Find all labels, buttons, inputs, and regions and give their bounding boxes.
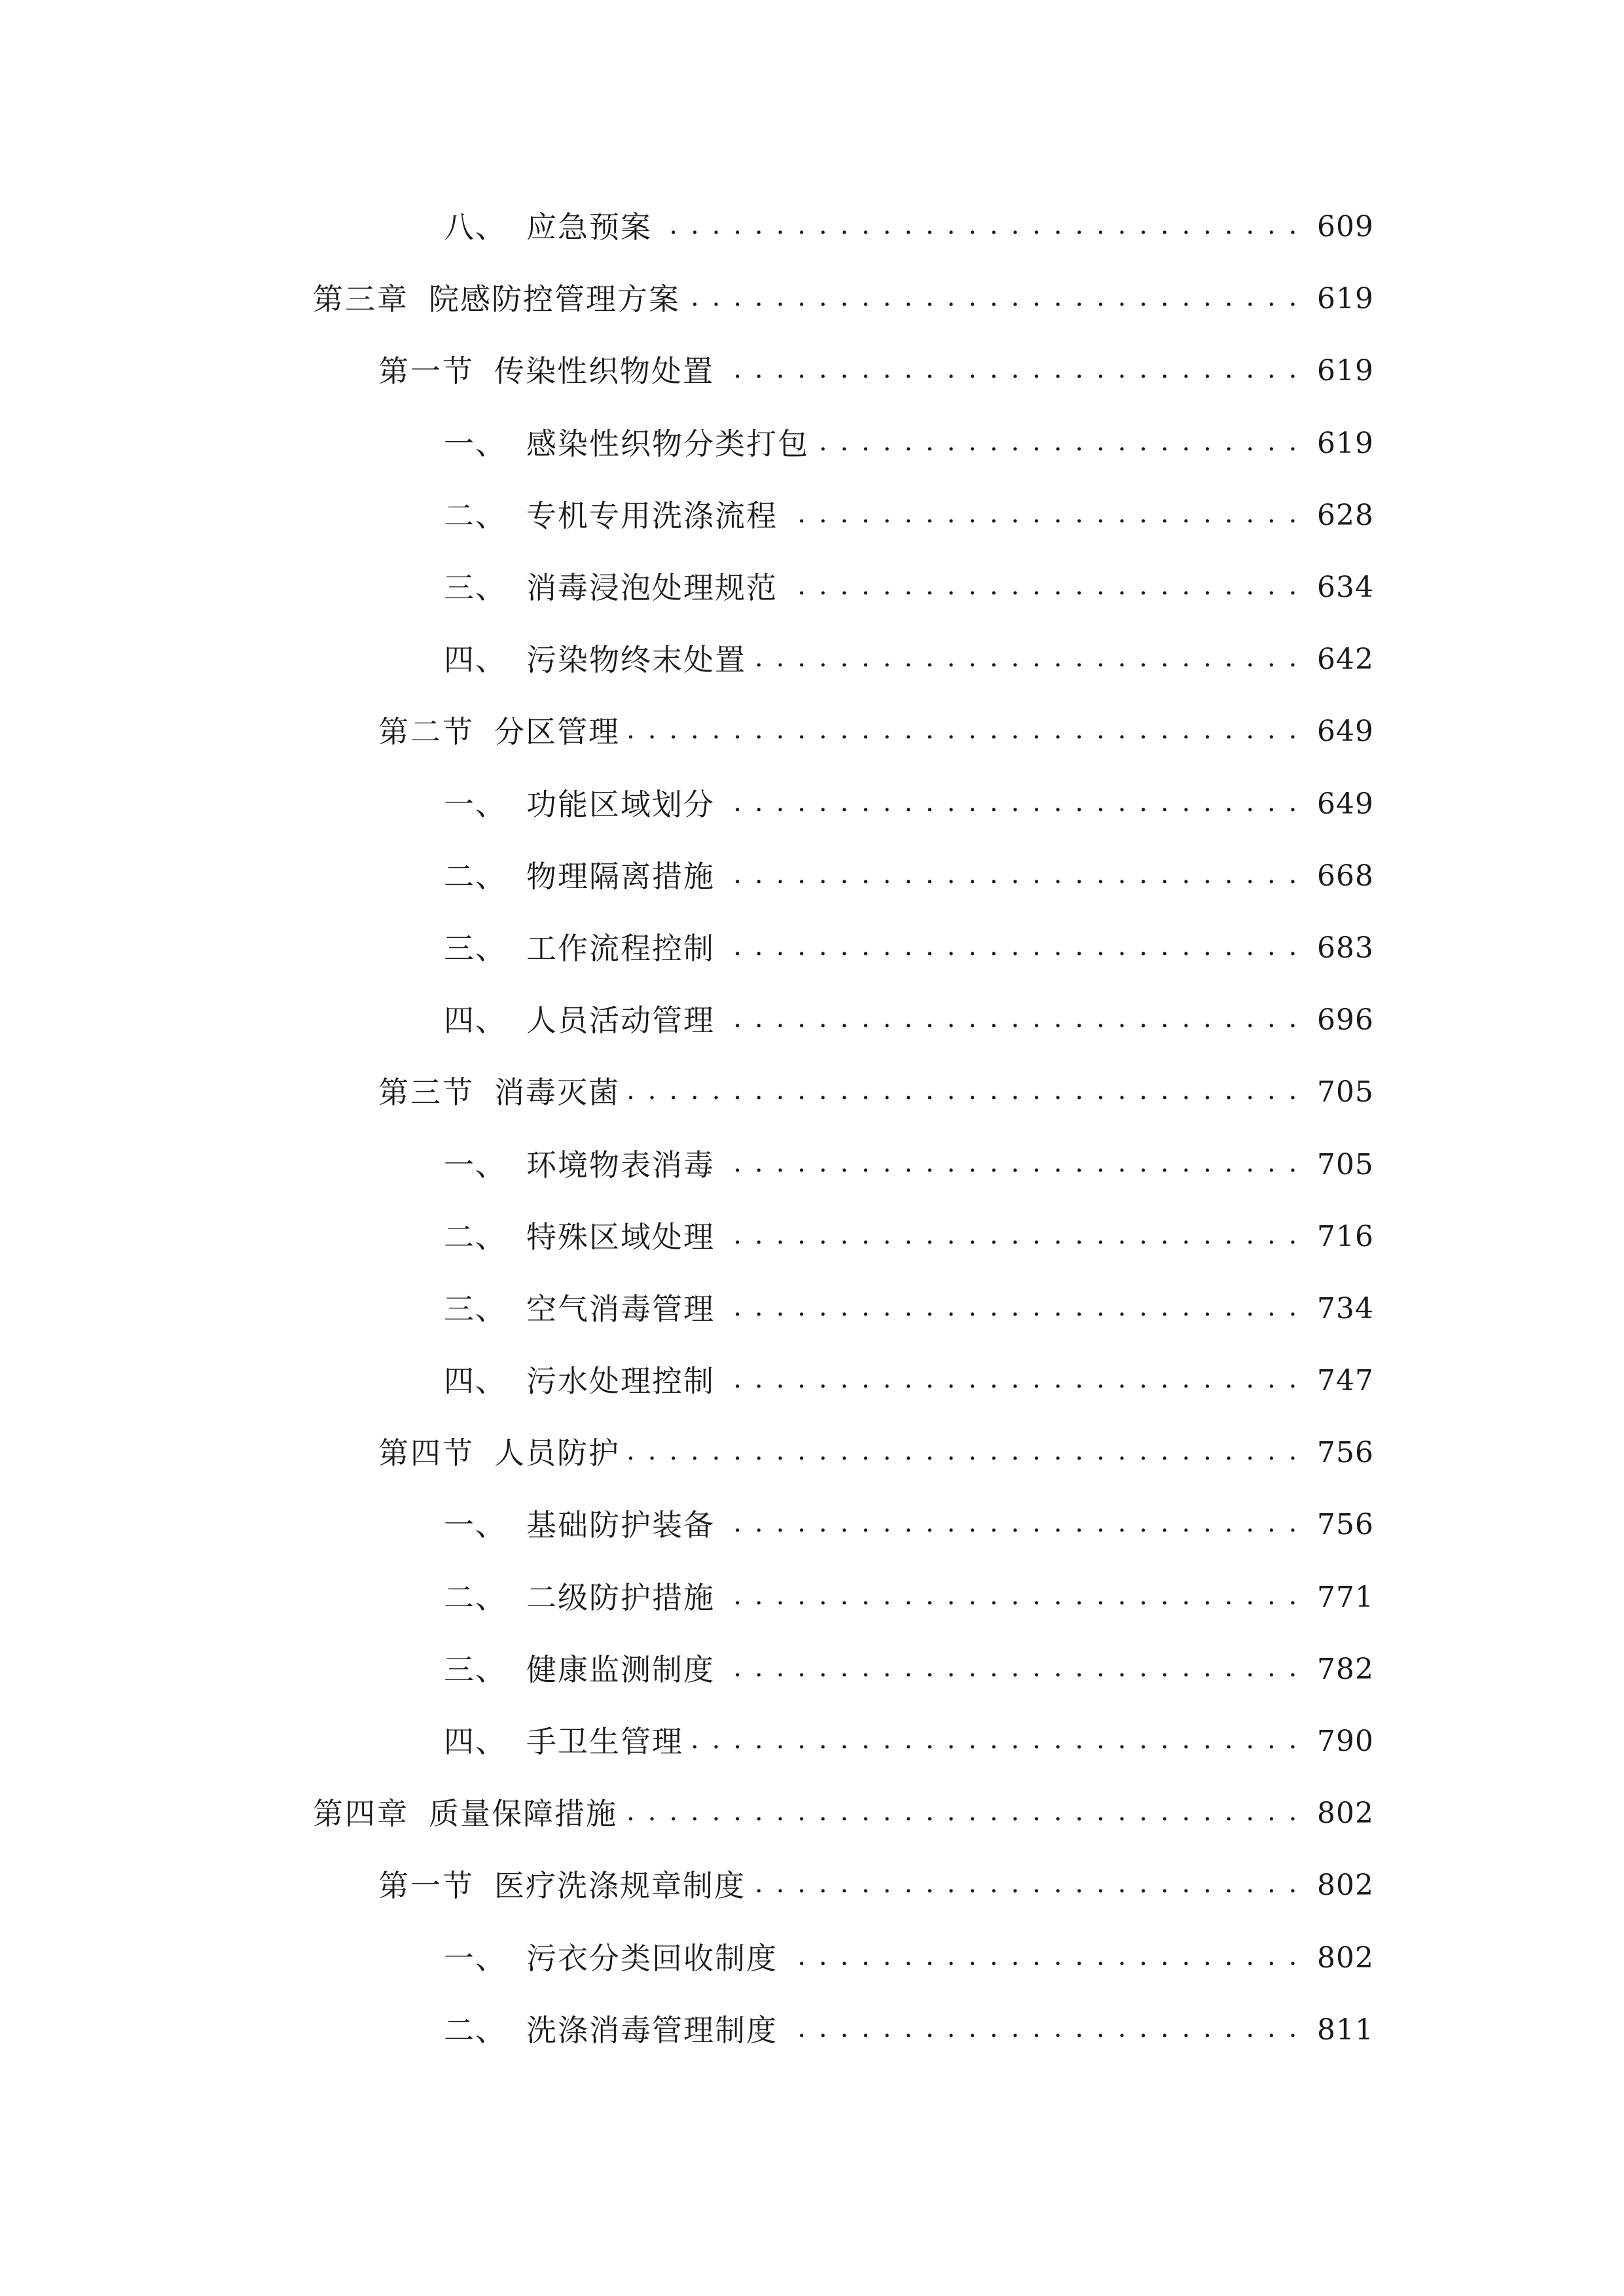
- toc-entry-page-number: 609: [1317, 210, 1374, 244]
- toc-entry-page-number: 782: [1317, 1652, 1374, 1686]
- toc-entry-title: 污染物终末处置: [526, 642, 746, 678]
- toc-entry-page-number: 668: [1317, 859, 1374, 893]
- toc-entry-title: 专机专用洗涤流程: [526, 497, 778, 533]
- table-of-contents: [0, 191, 1624, 2066]
- dot-leader: [629, 1438, 1299, 1468]
- toc-entry-title: 环境物表消毒: [526, 1147, 715, 1183]
- toc-entry-page-number: 716: [1317, 1219, 1374, 1253]
- toc-entry-number: 三、: [444, 930, 507, 966]
- toc-entry[interactable]: [0, 480, 1624, 552]
- toc-entry-page-number: 642: [1317, 643, 1374, 677]
- dot-leader: [787, 2015, 1299, 2045]
- toc-entry-number: 二、: [444, 1219, 507, 1255]
- toc-entry[interactable]: [0, 1634, 1624, 1706]
- dot-leader: [724, 1005, 1299, 1035]
- toc-entry[interactable]: [0, 1706, 1624, 1778]
- toc-entry-number: 第一节: [378, 353, 475, 389]
- toc-entry-page-number: 756: [1317, 1436, 1374, 1470]
- dot-leader: [724, 1366, 1299, 1396]
- toc-entry-number: 三、: [444, 1651, 507, 1687]
- dot-leader: [724, 1222, 1299, 1252]
- toc-entry[interactable]: [0, 984, 1624, 1056]
- dot-leader: [787, 501, 1299, 531]
- toc-entry-title: 手卫生管理: [526, 1724, 683, 1760]
- dot-leader: [661, 212, 1299, 242]
- toc-entry-number: 三、: [444, 570, 507, 606]
- toc-entry-title: 污水处理控制: [526, 1363, 715, 1399]
- toc-entry-page-number: 619: [1317, 282, 1374, 316]
- toc-entry-title: 空气消毒管理: [526, 1291, 715, 1327]
- toc-entry-title: 污衣分类回收制度: [526, 1940, 778, 1976]
- dot-leader: [755, 645, 1299, 675]
- toc-entry-page-number: 811: [1317, 2013, 1374, 2047]
- dot-leader: [723, 356, 1299, 386]
- toc-entry-number: 四、: [444, 1724, 507, 1760]
- toc-entry-title: 院感防控管理方案: [429, 281, 680, 317]
- toc-entry-number: 第一节: [378, 1868, 475, 1904]
- toc-entry-title: 工作流程控制: [526, 930, 715, 966]
- dot-leader: [818, 429, 1299, 459]
- toc-entry[interactable]: [0, 840, 1624, 912]
- toc-entry[interactable]: [0, 1778, 1624, 1850]
- dot-leader: [693, 1727, 1299, 1757]
- toc-entry-number: 二、: [444, 2012, 507, 2048]
- dot-leader: [626, 1799, 1299, 1829]
- toc-entry[interactable]: [0, 552, 1624, 624]
- toc-entry-number: 二、: [444, 858, 507, 894]
- toc-entry-number: 第三节: [378, 1075, 475, 1111]
- toc-entry-page-number: 696: [1317, 1003, 1374, 1037]
- toc-entry-page-number: 634: [1317, 571, 1374, 605]
- toc-entry[interactable]: [0, 1417, 1624, 1489]
- dot-leader: [755, 1871, 1299, 1901]
- toc-entry-page-number: 802: [1317, 1869, 1374, 1903]
- toc-entry[interactable]: [0, 696, 1624, 768]
- toc-entry[interactable]: [0, 1128, 1624, 1200]
- toc-entry-title: 传染性织物处置: [494, 353, 714, 389]
- toc-entry-title: 特殊区域处理: [526, 1219, 715, 1255]
- toc-entry-page-number: 771: [1317, 1580, 1374, 1614]
- toc-entry-number: 第二节: [378, 714, 475, 750]
- dot-leader: [724, 1150, 1299, 1180]
- toc-entry-number: 三、: [444, 1291, 507, 1327]
- toc-entry[interactable]: [0, 1489, 1624, 1561]
- toc-entry[interactable]: [0, 191, 1624, 263]
- toc-entry-page-number: 790: [1317, 1725, 1374, 1759]
- toc-entry-page-number: 802: [1317, 1797, 1374, 1831]
- toc-entry[interactable]: [0, 1994, 1624, 2066]
- toc-entry-page-number: 705: [1317, 1075, 1374, 1109]
- dot-leader: [724, 933, 1299, 963]
- dot-leader: [689, 284, 1299, 314]
- toc-entry-number: 二、: [444, 497, 507, 533]
- toc-entry-page-number: 756: [1317, 1508, 1374, 1542]
- toc-entry[interactable]: [0, 1562, 1624, 1634]
- toc-entry-title: 基础防护装备: [526, 1507, 715, 1543]
- toc-entry-number: 第四章: [313, 1796, 409, 1832]
- toc-entry-title: 人员活动管理: [526, 1003, 715, 1039]
- toc-entry-title: 消毒浸泡处理规范: [526, 570, 778, 606]
- toc-entry-number: 第三章: [313, 281, 409, 317]
- toc-entry-title: 物理隔离措施: [526, 858, 715, 894]
- dot-leader: [724, 861, 1299, 891]
- toc-entry-page-number: 705: [1317, 1147, 1374, 1181]
- toc-entry-page-number: 649: [1317, 715, 1374, 749]
- toc-entry-title: 功能区域划分: [526, 786, 715, 822]
- toc-entry-page-number: 619: [1317, 354, 1374, 388]
- toc-entry-number: 第四节: [378, 1435, 475, 1471]
- toc-entry-number: 一、: [444, 1507, 507, 1543]
- dot-leader: [724, 1583, 1299, 1613]
- toc-entry-page-number: 649: [1317, 787, 1374, 821]
- toc-entry-title: 感染性织物分类打包: [526, 425, 809, 461]
- toc-entry-number: 四、: [444, 1363, 507, 1399]
- toc-entry-page-number: 747: [1317, 1364, 1374, 1398]
- toc-entry-number: 一、: [444, 425, 507, 461]
- toc-entry-page-number: 619: [1317, 426, 1374, 460]
- toc-entry-title: 健康监测制度: [526, 1651, 715, 1687]
- dot-leader: [787, 573, 1299, 603]
- toc-entry[interactable]: [0, 912, 1624, 984]
- toc-entry-number: 四、: [444, 1003, 507, 1039]
- toc-entry-number: 一、: [444, 1940, 507, 1976]
- dot-leader: [724, 1655, 1299, 1685]
- toc-entry[interactable]: [0, 408, 1624, 480]
- toc-entry-number: 一、: [444, 786, 507, 822]
- toc-entry-title: 医疗洗涤规章制度: [494, 1868, 746, 1904]
- toc-entry[interactable]: [0, 335, 1624, 407]
- toc-entry-title: 质量保障措施: [429, 1796, 617, 1832]
- toc-entry[interactable]: [0, 1922, 1624, 1994]
- toc-entry-title: 二级防护措施: [526, 1579, 715, 1615]
- toc-entry-number: 一、: [444, 1147, 507, 1183]
- toc-entry-page-number: 628: [1317, 498, 1374, 532]
- toc-entry[interactable]: [0, 263, 1624, 335]
- toc-entry-page-number: 734: [1317, 1291, 1374, 1325]
- toc-entry-title: 消毒灭菌: [494, 1075, 620, 1111]
- dot-leader: [787, 1943, 1299, 1973]
- toc-entry[interactable]: [0, 1056, 1624, 1128]
- toc-entry[interactable]: [0, 1201, 1624, 1273]
- toc-entry[interactable]: [0, 1850, 1624, 1922]
- toc-entry-title: 洗涤消毒管理制度: [526, 2012, 778, 2048]
- dot-leader: [724, 789, 1299, 819]
- toc-entry-number: 四、: [444, 642, 507, 678]
- toc-entry[interactable]: [0, 624, 1624, 696]
- toc-entry-title: 人员防护: [494, 1435, 620, 1471]
- toc-entry-title: 分区管理: [494, 714, 620, 750]
- toc-entry-page-number: 802: [1317, 1941, 1374, 1975]
- toc-entry-title: 应急预案: [526, 209, 652, 245]
- dot-leader: [629, 717, 1299, 747]
- toc-entry-number: 八、: [444, 209, 507, 245]
- toc-entry[interactable]: [0, 1273, 1624, 1345]
- toc-entry[interactable]: [0, 768, 1624, 840]
- toc-entry[interactable]: [0, 1345, 1624, 1417]
- toc-entry-page-number: 683: [1317, 931, 1374, 965]
- dot-leader: [724, 1294, 1299, 1324]
- toc-entry-number: 二、: [444, 1579, 507, 1615]
- dot-leader: [724, 1510, 1299, 1540]
- dot-leader: [629, 1077, 1299, 1107]
